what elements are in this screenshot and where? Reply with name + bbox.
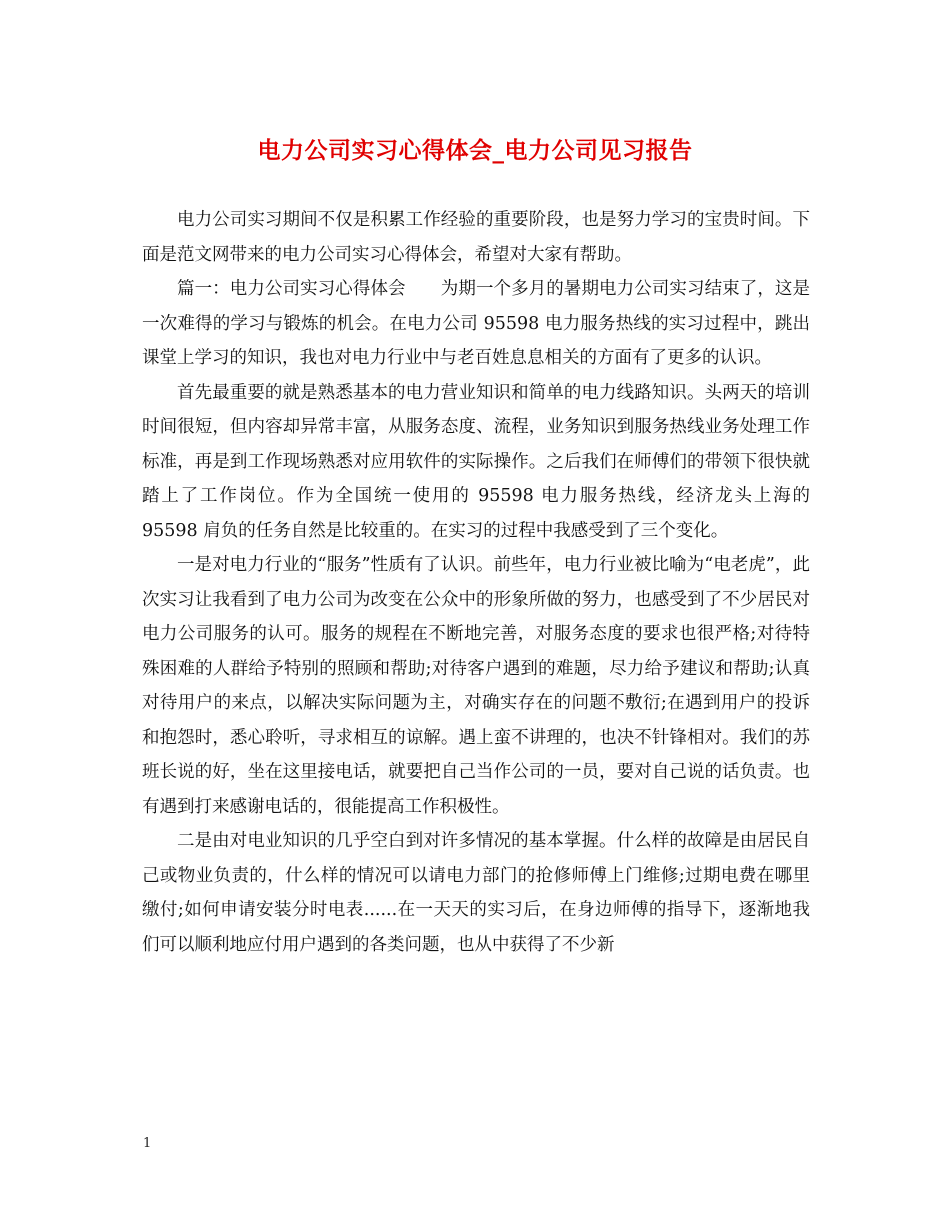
document-body [142, 203, 810, 962]
document-title: 电力公司实习心得体会_电力公司见习报告 [257, 137, 693, 164]
paragraph-service: 一是对电力行业的“服务”性质有了认识。前些年，电力行业被比喻为“电老虎”，此次实习让我看到了电力公司为改变在公众中的形象所做的努力，也感受到了不少居民对电力公司服务的认可。服务的规程在不断地完善，对服务态度的要求也很严格;对待特殊困难的人群给予特别的照顾和帮助;对待客户遇到的难题，尽力给予建议和帮助;认真对待用户的来点，以解决实际问题为主，对确实存在的问题不敷衍;在遇到用户的投诉和抱怨时，悉心聆听，寻求相互的谅解。遇上蛮不讲理的，也决不针锋相对。我们的苏班长说的好，坐在这里接电话，就要把自己当作公司的一员，要对自己说的话负责。也有遇到打来感谢电话的，很能提高工作积极性。 [142, 555, 810, 817]
page-number: 1 [143, 1136, 152, 1151]
paragraph-intro: 电力公司实习期间不仅是积累工作经验的重要阶段，也是努力学习的宝贵时间。下面是范文网带来的电力公司实习心得体会，希望对大家有帮助。 [142, 210, 810, 265]
paragraph-first-change: 首先最重要的就是熟悉基本的电力营业知识和简单的电力线路知识。头两天的培训时间很短，但内容却异常丰富，从服务态度、流程，业务知识到服务热线业务处理工作标准，再是到工作现场熟悉对应用软件的实际操作。之后我们在师傅们的带领下很快就踏上了工作岗位。作为全国统一使用的 95598 电力服务热线，经济龙头上海的 95598 肩负的任务自然是比较重的。在实习的过程中我感受到了三个变化。 [142, 382, 810, 541]
paragraph-knowledge: 二是由对电业知识的几乎空白到对许多情况的基本掌握。什么样的故障是由居民自己或物业负责的，什么样的情况可以请电力部门的抢修师傅上门维修;过期电费在哪里缴付;如何申请安装分时电表......在一天天的实习后，在身边师傅的指导下，逐渐地我们可以顺利地应付用户遇到的各类问题，也从中获得了不少新 [142, 831, 810, 955]
paragraph-part-one: 篇一：电力公司实习心得体会 为期一个多月的暑期电力公司实习结束了，这是一次难得的学习与锻炼的机会。在电力公司 95598 电力服务热线的实习过程中，跳出课堂上学习的知识，我也对电力行业中与老百姓息息相关的方面有了更多的认识。 [142, 279, 810, 368]
